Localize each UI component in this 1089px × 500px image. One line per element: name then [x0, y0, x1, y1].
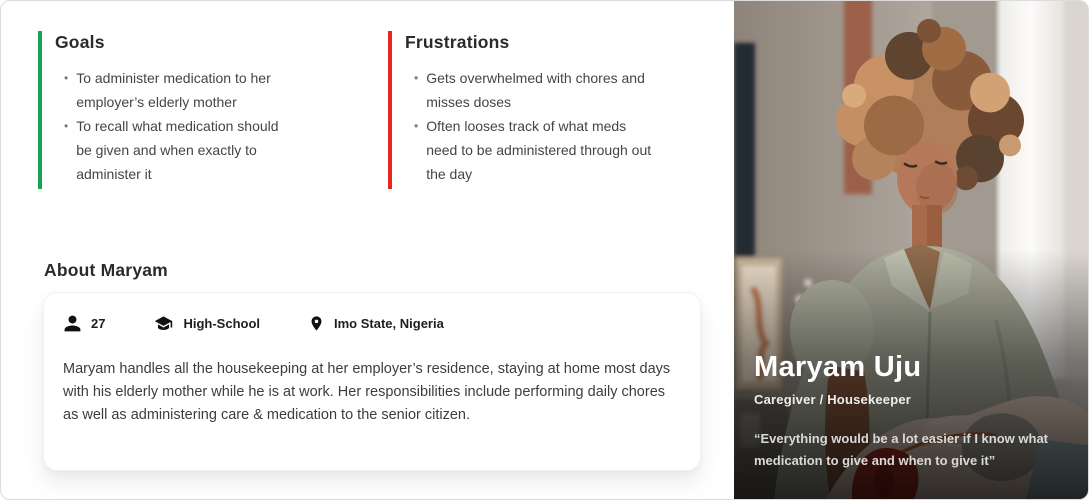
goal-item-text: To recall what medication should be given and when exactly to administer it	[76, 118, 279, 182]
age-stat	[63, 314, 105, 333]
goals-list	[55, 66, 358, 186]
about-card	[43, 292, 701, 471]
profile-quote: “Everything would be a lot easier if I know what medication to give and when to give it”	[754, 430, 1048, 469]
list-item	[64, 66, 358, 114]
bullet-dot: •	[64, 119, 69, 133]
person-icon	[63, 314, 82, 333]
location-value: Imo State, Nigeria	[334, 316, 444, 331]
education-value: High-School	[183, 316, 261, 331]
about-title: About Maryam	[44, 260, 168, 280]
profile-name: Maryam Uju	[754, 350, 922, 383]
goals-section	[38, 31, 358, 189]
goals-title: Goals	[55, 32, 105, 52]
frustrations-list	[405, 66, 698, 186]
profile-role: Caregiver / Housekeeper	[754, 391, 912, 407]
list-item	[414, 66, 698, 114]
age-value: 27	[91, 316, 106, 331]
education-stat	[153, 314, 260, 333]
frustrations-section	[388, 31, 698, 189]
photo-caption	[754, 351, 1072, 474]
location-stat	[308, 314, 444, 333]
bullet-dot: •	[414, 119, 419, 133]
stats-row	[63, 314, 676, 333]
goal-item-text: To administer medication to her employer’s elderly mother	[76, 70, 271, 110]
frustrations-title: Frustrations	[405, 32, 510, 52]
frustration-item-text: Often looses track of what meds need to be administered through out the day	[426, 118, 652, 182]
location-pin-icon	[308, 314, 325, 333]
about-description: Maryam handles all the housekeeping at her employer’s residence, staying at home most days with his elderly mother while he is at work. Her responsibilities include performing daily chores as well as administering care & medication to the senior citizen.	[63, 361, 671, 423]
bullet-dot: •	[64, 71, 69, 85]
list-item	[64, 114, 358, 186]
profile-photo-panel	[734, 1, 1088, 499]
frustration-item-text: Gets overwhelmed with chores and misses doses	[426, 70, 645, 110]
graduation-cap-icon	[153, 314, 174, 333]
bullet-dot: •	[414, 71, 419, 85]
list-item	[414, 114, 698, 186]
